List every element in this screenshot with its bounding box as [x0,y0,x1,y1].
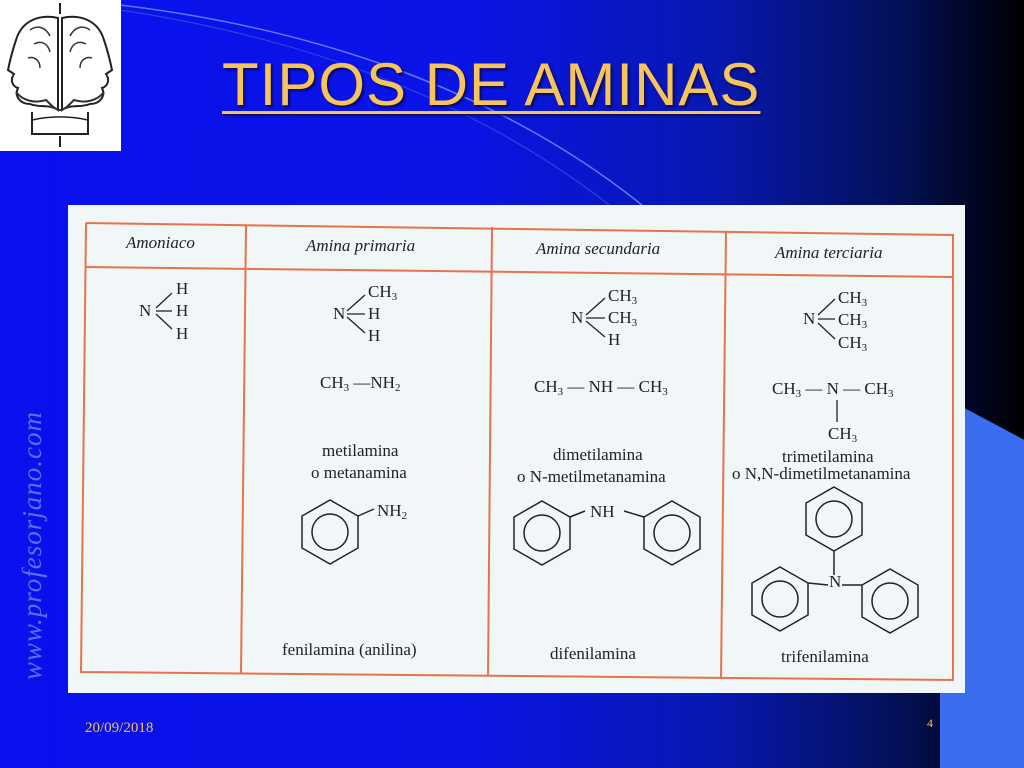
aniline-benzene-ring [302,500,374,564]
secondary-r3: H [608,330,621,349]
secondary-condensed-formula: $CH_3$ — NH — $CH_3$ [534,377,668,398]
primary-condensed-formula: $CH_3$ $—NH_2$ [320,373,401,394]
tertiary-bonds [818,299,837,422]
secondary-n: N [571,308,584,327]
secondary-iupac-name: o N-metilmetanamina [517,467,666,486]
triphenylamine-n: N [829,572,842,591]
slide-page-number: 4 [927,716,933,730]
primary-n: N [333,304,346,323]
primary-iupac-name: o metanamina [311,463,407,482]
primary-r2: H [368,304,381,323]
header-secondary-amine: Amina secundaria [536,239,661,258]
diphenylamine-name: difenilamina [550,644,636,663]
tertiary-condensed-formula: $CH_3$ — N — $CH_3$ [772,379,894,400]
tertiary-n: N [803,309,816,328]
slide-title: TIPOS DE AMINAS [222,51,761,118]
primary-name: metilamina [322,441,399,460]
ammonia-n: N [139,301,152,320]
ammonia-bonds [156,293,172,329]
triphenylamine-rings [752,487,918,633]
triphenylamine-name: trifenilamina [781,647,869,666]
aniline-name: fenilamina (anilina) [282,640,417,659]
ammonia-h3: H [176,324,189,343]
aniline-nh2: $NH_2$ [377,501,408,522]
secondary-bonds [586,298,605,337]
tertiary-name: trimetilamina [782,447,874,466]
tertiary-r2: $CH_3$ [838,310,868,331]
header-tertiary-amine: Amina terciaria [775,243,883,262]
janus-two-faced-head-icon [0,0,121,151]
primary-r1: $CH_3$ [368,282,398,303]
slide-date: 20/09/2018 [85,720,154,736]
header-primary-amine: Amina primaria [306,236,416,255]
secondary-r1: $CH_3$ [608,286,638,307]
amine-types-table [68,205,965,693]
ammonia-h1: H [176,279,189,298]
tertiary-r3: $CH_3$ [838,333,868,354]
watermark-url: www.profesorjano.com [17,410,47,680]
tertiary-iupac-name: o N,N-dimetilmetanamina [732,464,911,483]
secondary-name: dimetilamina [553,445,643,464]
header-ammonia: Amoniaco [126,233,195,252]
secondary-r2: $CH_3$ [608,308,638,329]
janus-logo [0,0,121,151]
primary-r3: H [368,326,381,345]
primary-bonds [347,295,365,333]
ammonia-h2: H [176,301,189,320]
tertiary-condensed-branch: $CH_3$ [828,424,858,445]
diphenylamine-nh: NH [590,502,615,521]
tertiary-r1: $CH_3$ [838,288,868,309]
